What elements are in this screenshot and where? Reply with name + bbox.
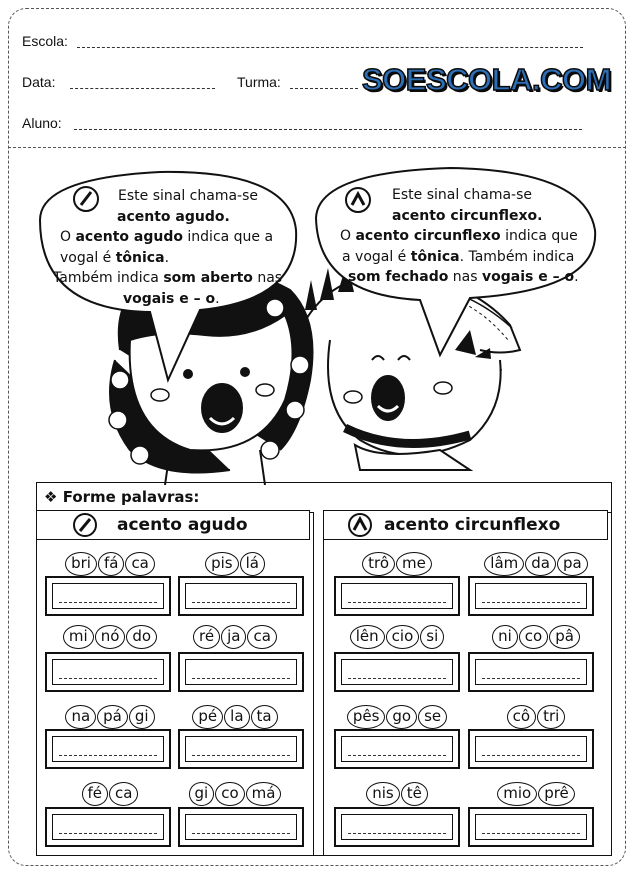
syllable-chip: tri	[537, 705, 565, 729]
syllable-group	[63, 625, 157, 649]
syllable-chip: pé	[192, 705, 223, 729]
syllable-group	[366, 782, 428, 806]
student-label: Aluno:	[22, 115, 62, 131]
exercise-title: ❖ Forme palavras:	[44, 488, 200, 506]
right-bubble-line2: acento circunflexo.	[392, 207, 543, 224]
syllable-chip: go	[386, 705, 417, 729]
syllable-group	[65, 705, 154, 729]
answer-box[interactable]	[45, 807, 171, 847]
syllable-chip: pá	[97, 705, 128, 729]
syllable-chip: cô	[507, 705, 536, 729]
answer-box[interactable]	[334, 729, 460, 769]
syllable-chip: tê	[401, 782, 428, 806]
answer-box[interactable]	[468, 729, 594, 769]
syllable-group	[189, 782, 282, 806]
left-bubble-line2: acento agudo.	[117, 208, 230, 225]
answer-box[interactable]	[178, 576, 304, 616]
acute-heading: acento agudo	[36, 510, 310, 540]
answer-box[interactable]	[334, 652, 460, 692]
circumflex-accent-icon	[345, 187, 371, 213]
syllable-chip: si	[420, 625, 444, 649]
student-field[interactable]	[74, 129, 582, 130]
syllable-group	[82, 782, 139, 806]
diamond-bullet-icon: ❖	[44, 488, 58, 506]
syllable-chip: co	[519, 625, 548, 649]
syllable-chip: co	[215, 782, 244, 806]
right-bubble-text: Este sinal chama-se acento circunflexo. O acento circunflexo indica que a vogal é tônica. Também indica som fechado nas vogais e – o.	[340, 187, 579, 285]
date-label: Data:	[22, 74, 56, 90]
syllable-chip: lá	[240, 552, 265, 576]
syllable-chip: ré	[193, 625, 220, 649]
syllable-chip: pâ	[549, 625, 580, 649]
answer-box[interactable]	[45, 576, 171, 616]
syllable-chip: nis	[366, 782, 400, 806]
syllable-group	[205, 552, 265, 576]
syllable-chip: ni	[492, 625, 518, 649]
school-field[interactable]	[77, 47, 583, 48]
syllable-chip: trô	[362, 552, 395, 576]
syllable-group	[350, 625, 444, 649]
syllable-chip: se	[418, 705, 447, 729]
syllable-group	[484, 552, 587, 576]
syllable-chip: da	[525, 552, 556, 576]
syllable-chip: bri	[65, 552, 97, 576]
syllable-chip: do	[126, 625, 157, 649]
syllable-chip: cio	[386, 625, 420, 649]
syllable-chip: gi	[189, 782, 215, 806]
left-bubble-text: Este sinal chama-se acento agudo. O acento agudo indica que a vogal é tônica. Também indica som aberto nas vogais e – o.	[53, 188, 283, 307]
syllable-chip: ca	[247, 625, 276, 649]
syllable-chip: pis	[205, 552, 239, 576]
syllable-chip: lên	[350, 625, 385, 649]
syllable-chip: fé	[82, 782, 109, 806]
syllable-chip: pa	[557, 552, 588, 576]
acute-accent-icon	[73, 186, 99, 212]
syllable-chip: la	[224, 705, 249, 729]
answer-box[interactable]	[45, 652, 171, 692]
answer-box[interactable]	[178, 729, 304, 769]
syllable-chip: má	[246, 782, 282, 806]
answer-box[interactable]	[468, 652, 594, 692]
header-separator	[8, 147, 626, 148]
syllable-chip: fá	[98, 552, 124, 576]
syllable-group	[347, 705, 447, 729]
answer-box[interactable]	[468, 576, 594, 616]
answer-box[interactable]	[468, 807, 594, 847]
syllable-chip: me	[396, 552, 432, 576]
acute-accent-icon	[73, 513, 97, 537]
syllable-group	[507, 705, 566, 729]
syllable-group	[65, 552, 155, 576]
answer-box[interactable]	[45, 729, 171, 769]
syllable-group	[192, 705, 277, 729]
answer-box[interactable]	[178, 652, 304, 692]
circumflex-accent-icon	[348, 513, 372, 537]
answer-box[interactable]	[334, 576, 460, 616]
right-bubble-line1: Este sinal chama-se	[392, 187, 532, 203]
syllable-chip: prê	[538, 782, 575, 806]
class-field[interactable]	[290, 88, 358, 89]
left-bubble-line1: Este sinal chama-se	[118, 188, 258, 204]
date-field[interactable]	[70, 88, 215, 89]
soescola-logo: SOESCOLA.COM	[362, 62, 611, 97]
syllable-group	[492, 625, 580, 649]
syllable-group	[362, 552, 432, 576]
answer-box[interactable]	[334, 807, 460, 847]
circumflex-heading: acento circunflexo	[323, 510, 608, 540]
syllable-chip: mio	[497, 782, 537, 806]
syllable-group	[497, 782, 575, 806]
syllable-chip: mi	[63, 625, 94, 649]
class-label: Turma:	[237, 74, 281, 90]
syllable-chip: ca	[125, 552, 154, 576]
syllable-chip: gi	[129, 705, 155, 729]
syllable-chip: pês	[347, 705, 386, 729]
syllable-chip: ja	[221, 625, 246, 649]
school-label: Escola:	[22, 33, 68, 49]
syllable-chip: ca	[109, 782, 138, 806]
syllable-chip: nó	[95, 625, 126, 649]
syllable-chip: ta	[251, 705, 278, 729]
answer-box[interactable]	[178, 807, 304, 847]
syllable-chip: lâm	[484, 552, 524, 576]
syllable-group	[193, 625, 277, 649]
syllable-chip: na	[65, 705, 96, 729]
